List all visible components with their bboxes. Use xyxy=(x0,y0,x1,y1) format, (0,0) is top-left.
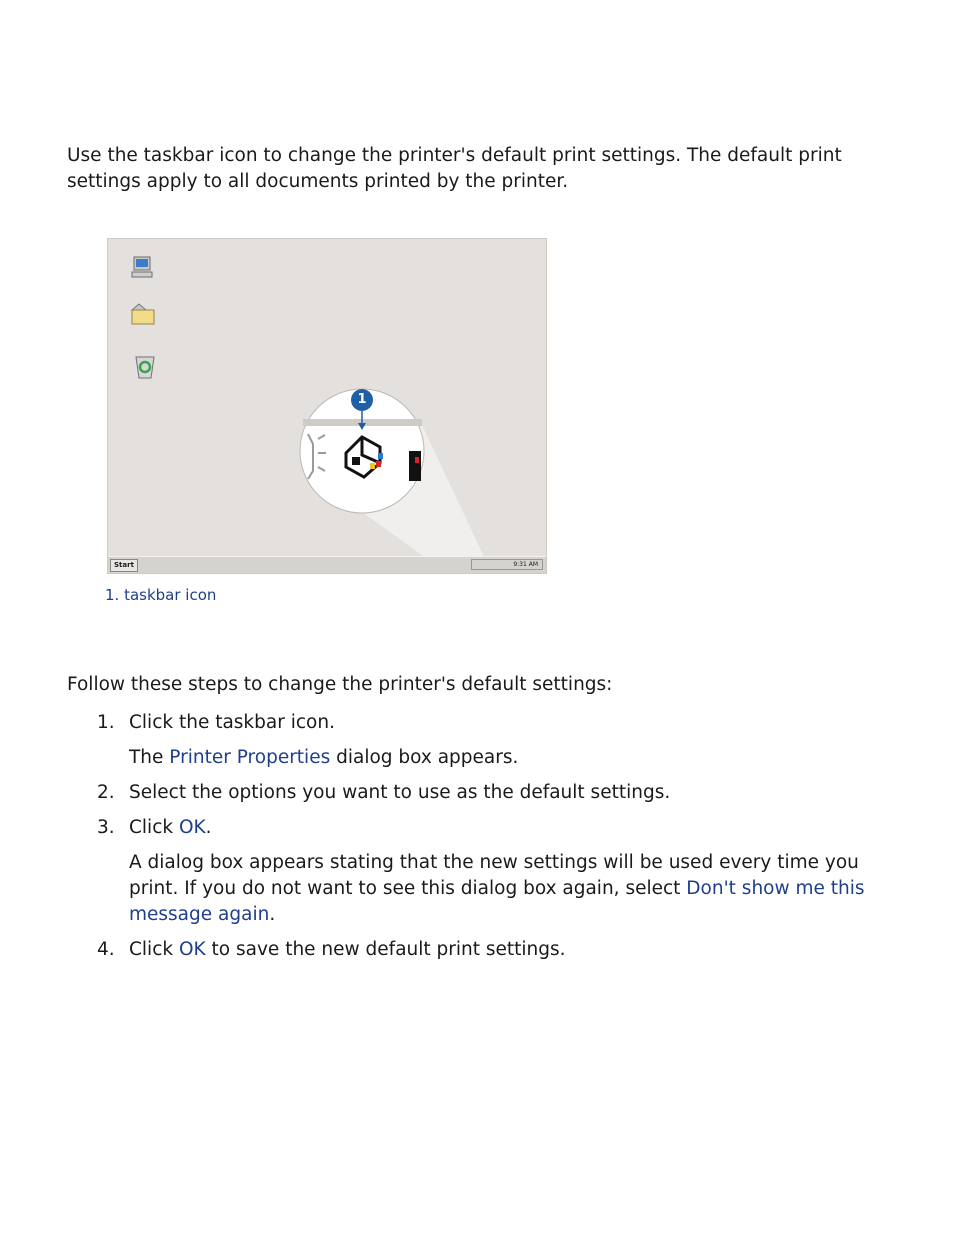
system-tray xyxy=(471,559,543,570)
step-number: 1. xyxy=(97,712,115,733)
callout-arrow-icon xyxy=(357,411,367,431)
desktop-screenshot-figure xyxy=(107,238,547,574)
taskbar xyxy=(108,556,546,573)
step-text: Click OK to save the new default print settings. xyxy=(129,939,566,960)
figure-caption: 1. taskbar icon xyxy=(105,586,217,604)
ok-link[interactable]: OK xyxy=(178,939,206,960)
step-item xyxy=(67,780,887,806)
step-number: 3. xyxy=(97,817,115,838)
printer-properties-link[interactable]: Printer Properties xyxy=(169,747,331,768)
tray-clock: 9:31 AM xyxy=(513,561,538,568)
step-item xyxy=(67,937,887,963)
steps-intro: Follow these steps to change the printer's default settings: xyxy=(67,674,613,695)
magnifier-callout xyxy=(108,239,547,574)
printer-icon xyxy=(340,429,392,481)
step-item xyxy=(67,815,887,928)
step-number: 4. xyxy=(97,939,115,960)
callout-number-badge: 1 xyxy=(351,389,373,411)
step-note: A dialog box appears stating that the new settings will be used every time you print. If you do not want to see this dialog box again, select Don't show me this message again. xyxy=(129,852,865,925)
dont-show-again-link[interactable]: Don't show me this message again xyxy=(129,878,865,925)
start-button[interactable]: Start xyxy=(110,559,138,572)
step-note: The Printer Properties dialog box appears. xyxy=(129,747,519,768)
step-text: Select the options you want to use as the default settings. xyxy=(129,782,671,803)
steps-list xyxy=(67,710,887,972)
step-text: Click OK. xyxy=(129,817,212,838)
step-number: 2. xyxy=(97,782,115,803)
ok-link[interactable]: OK xyxy=(178,817,206,838)
step-item xyxy=(67,710,887,771)
intro-paragraph: Use the taskbar icon to change the printer's default print settings. The default print settings apply to all documents printed by the printer. xyxy=(67,145,842,192)
step-text: Click the taskbar icon. xyxy=(129,712,335,733)
